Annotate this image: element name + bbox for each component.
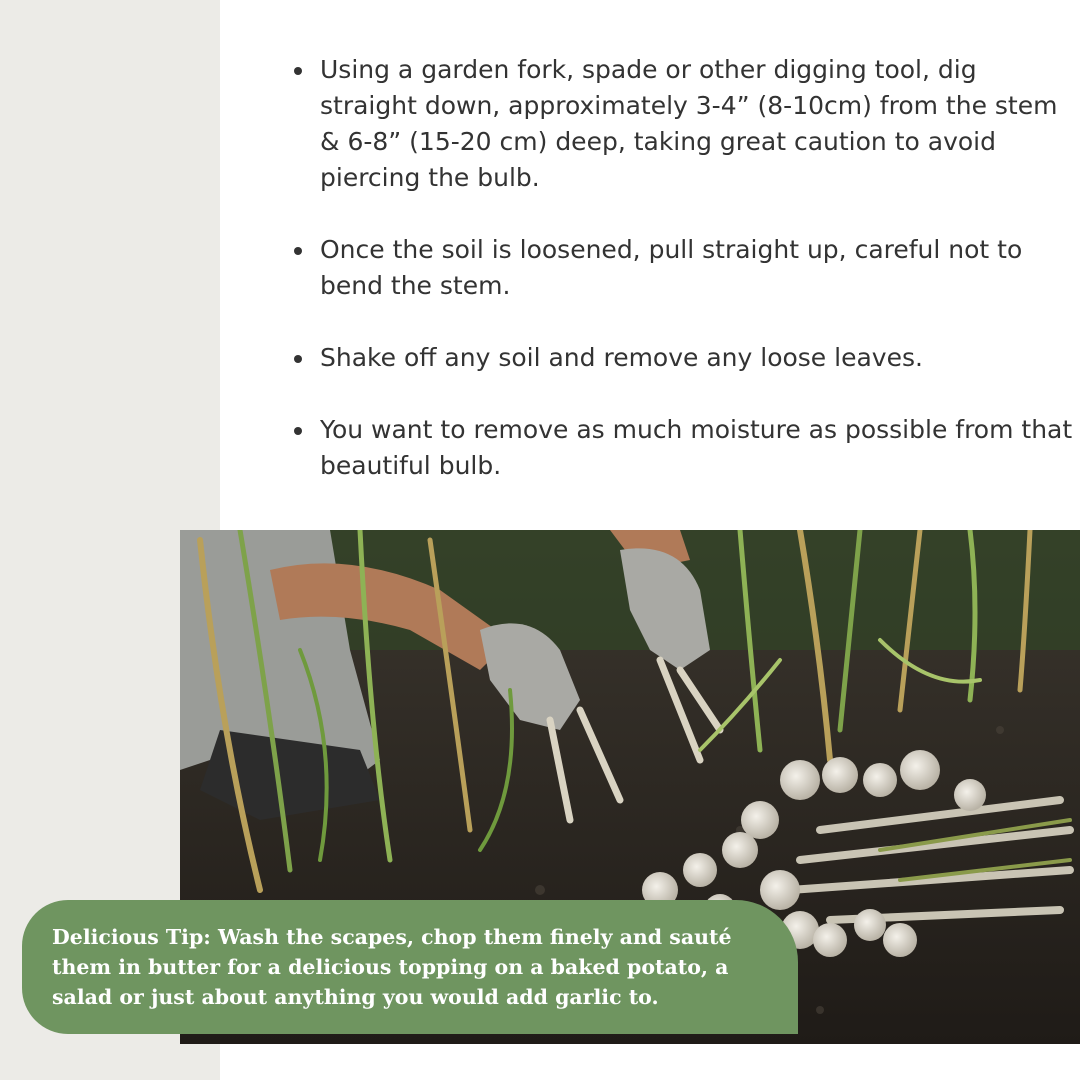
- delicious-tip-banner: [22, 900, 798, 1034]
- instruction-item: Once the soil is loosened, pull straight up, careful not to bend the stem.: [320, 232, 1080, 304]
- harvest-instructions-list: [290, 52, 1080, 520]
- instruction-item: You want to remove as much moisture as possible from that beautiful bulb.: [320, 412, 1080, 484]
- instruction-item: Using a garden fork, spade or other digging tool, dig straight down, approximately 3-4” (8-10cm) from the stem & 6-8” (15-20 cm) deep, taking great caution to avoid piercing the bulb.: [320, 52, 1080, 196]
- delicious-tip-text: Delicious Tip: Wash the scapes, chop them finely and sauté them in butter for a delicious topping on a baked potato, a salad or just about anything you would add garlic to.: [52, 925, 732, 1009]
- instruction-item: Shake off any soil and remove any loose leaves.: [320, 340, 1080, 376]
